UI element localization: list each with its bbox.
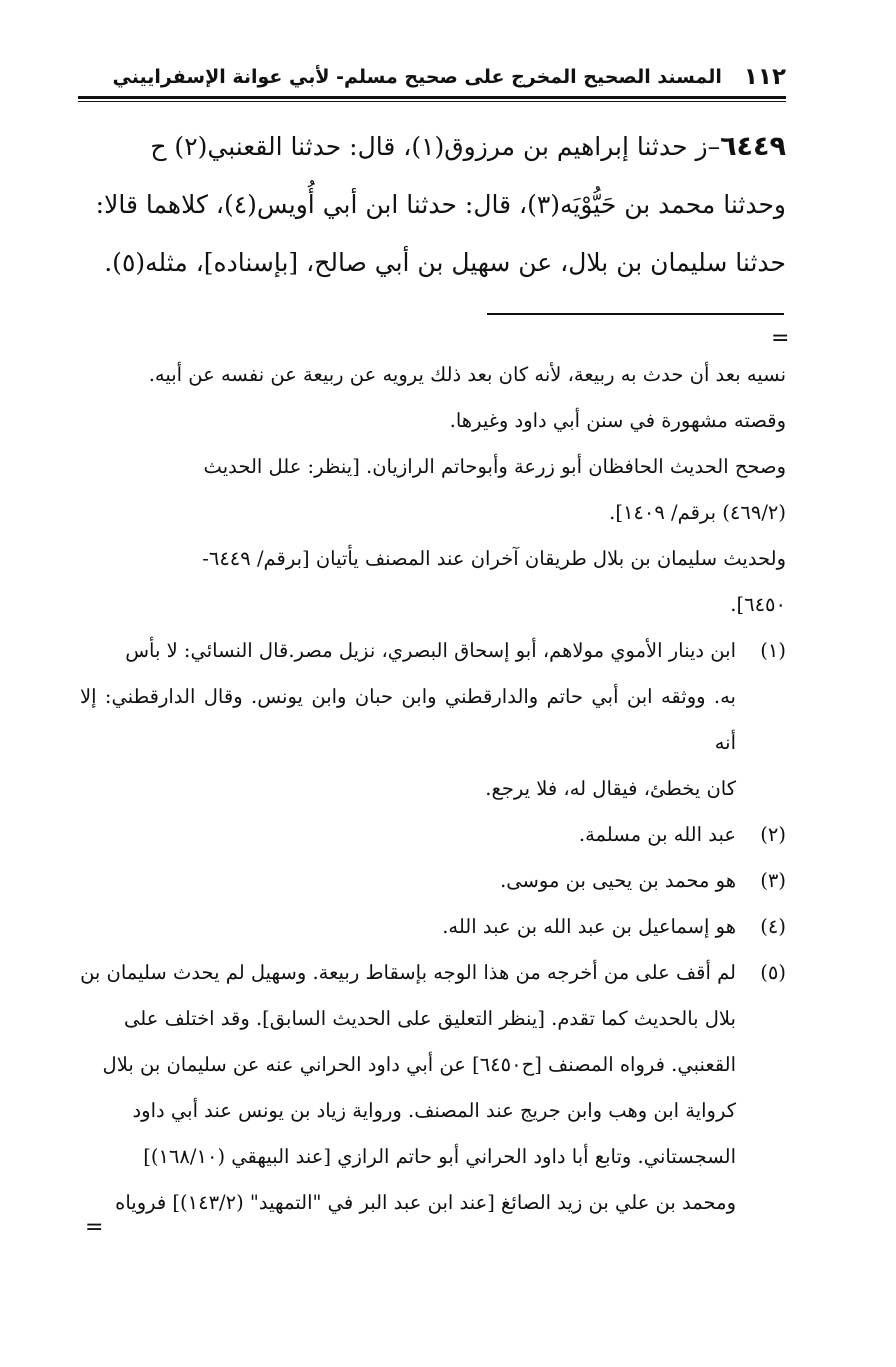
footnote-line: عبد الله بن مسلمة.	[578, 823, 736, 846]
previous-note-line: ولحديث سليمان بن بلال طريقان آخران عند المصنف يأتيان [برقم/ ٦٤٤٩-	[202, 547, 786, 570]
hadith-line-1: ٦٤٤٩–ز حدثنا إبراهيم بن مرزوق(١)، قال: حدثنا القعنبي(٢) ح	[150, 131, 786, 162]
footnote-line: هو إسماعيل بن عبد الله بن عبد الله.	[442, 915, 736, 938]
hadith-line-2: وحدثنا محمد بن حَيُّوْيَه(٣)، قال: حدثنا ابن أبي أُويس(٤)، كلاهما قالا:	[95, 190, 786, 219]
continuation-mark-top: =	[771, 326, 790, 351]
footnote-3	[80, 858, 786, 904]
footnote-separator	[487, 313, 784, 315]
footnote-line: القعنبي. فرواه المصنف [ح٦٤٥٠] عن أبي داود الحراني عنه عن سليمان بن بلال	[102, 1053, 736, 1076]
footnote-marker: (٣)	[760, 869, 786, 892]
hadith-number: ٦٤٤٩	[720, 131, 786, 162]
footnote-1	[80, 628, 786, 812]
footnote-line: لم أقف على من أخرجه من هذا الوجه بإسقاط ربيعة. وسهيل لم يحدث سليمان بن	[80, 961, 736, 984]
footnote-line: كان يخطئ، فيقال له، فلا يرجع.	[485, 777, 736, 800]
footnote-line: كرواية ابن وهب وابن جريج عند المصنف. ورواية زياد بن يونس عند أبي داود	[132, 1099, 736, 1122]
hadith-text	[80, 118, 786, 292]
footnotes-area	[80, 352, 786, 1226]
footnote-4	[80, 904, 786, 950]
footnote-line: بلال بالحديث كما تقدم. [ينظر التعليق على الحديث السابق]. وقد اختلف على	[124, 1007, 736, 1030]
running-header	[80, 60, 786, 94]
header-rule-thick	[78, 96, 786, 99]
footnote-line: ابن دينار الأموي مولاهم، أبو إسحاق البصري، نزيل مصر.قال النسائي: لا بأس	[125, 639, 736, 662]
footnote-line: ومحمد بن علي بن زيد الصائغ [عند ابن عبد البر في "التمهيد" (١٤٣/٢)] فروياه	[115, 1191, 736, 1214]
header-rule-thin	[78, 101, 786, 102]
footnote-line: السجستاني. وتابع أبا داود الحراني أبو حاتم الرازي [عند البيهقي (١٦٨/١٠)]	[143, 1145, 736, 1168]
previous-note-line: ٦٤٥٠].	[730, 593, 786, 616]
continuation-mark-bottom: =	[85, 1215, 104, 1240]
previous-note-line: وقصته مشهورة في سنن أبي داود وغيرها.	[449, 409, 786, 432]
previous-note-line: وصحح الحديث الحافظان أبو زرعة وأبوحاتم الرازيان. [ينظر: علل الحديث	[203, 455, 786, 478]
footnote-marker: (١)	[760, 639, 786, 662]
page-number: ١١٢	[743, 64, 786, 90]
previous-note-line: (٤٦٩/٢) برقم/ ١٤٠٩].	[609, 501, 786, 524]
footnote-line: هو محمد بن يحيى بن موسى.	[500, 869, 736, 892]
footnote-2	[80, 812, 786, 858]
footnote-line: به. ووثقه ابن أبي حاتم والدارقطني وابن حبان وابن يونس. وقال الدارقطني: إلا أنه	[80, 685, 736, 754]
previous-note-line: نسيه بعد أن حدث به ربيعة، لأنه كان بعد ذلك يرويه عن ربيعة عن نفسه عن أبيه.	[148, 363, 786, 386]
book-title: المسند الصحيح المخرج على صحيح مسلم- لأبي عوانة الإسفراييني	[112, 66, 722, 88]
footnote-5	[80, 950, 786, 1226]
footnote-marker: (٥)	[760, 961, 786, 984]
footnote-marker: (٢)	[760, 823, 786, 846]
hadith-line-3: حدثنا سليمان بن بلال، عن سهيل بن أبي صالح، [بإسناده]، مثله(٥).	[104, 248, 786, 277]
footnote-marker: (٤)	[760, 915, 786, 938]
